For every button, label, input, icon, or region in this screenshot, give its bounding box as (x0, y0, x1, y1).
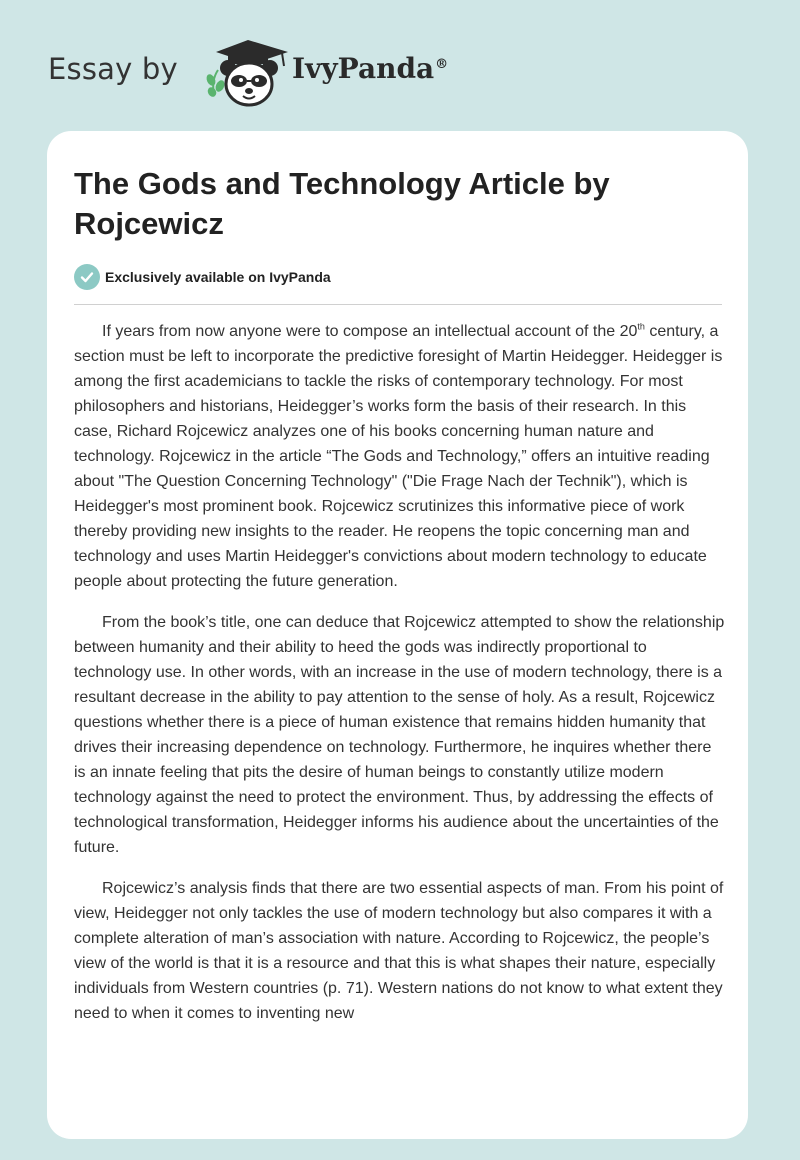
panda-logo-icon[interactable] (200, 36, 292, 108)
brand-name[interactable]: IvyPanda® (292, 52, 449, 85)
exclusive-label: Exclusively available on IvyPanda (105, 269, 331, 285)
brand-prefix: Essay by (48, 52, 178, 86)
paragraph: Rojcewicz’s analysis finds that there are two essential aspects of man. From his point of view, Heidegger not only tackles the use of modern technology but also compares it with a complete alteration of man’s association with nature. According to Rojcewicz, the people’s view of the world is that it is a resource and that this is what shapes their nature, especially individuals from Western countries (p. 71). Western nations do not know to what extent they need to when it comes to inventing new (74, 880, 724, 1022)
paragraph: From the book’s title, one can deduce that Rojcewicz attempted to show the relationship between humanity and their ability to heed the gods was indirectly proportional to technology use. In other words, with an increase in the use of modern technology, there is a resultant decrease in the ability to pay attention to the sense of holy. As a result, Rojcewicz questions whether there is a piece of human existence that remains hidden humanity that drives their increasing dependence on technology. Furthermore, he inquires whether there is an innate feeling that pits the desire of human beings to constantly utilize modern technology against the need to protect the environment. Thus, by addressing the effects of technological transformation, Heidegger informs his audience about the uncertainties of the future. (74, 614, 725, 856)
exclusive-badge (74, 264, 331, 290)
page-title: The Gods and Technology Article by Rojcewicz (74, 166, 610, 241)
site-header (0, 0, 800, 120)
article-card (47, 131, 748, 1139)
paragraph: If years from now anyone were to compose an intellectual account of the 20th century, a section must be left to incorporate the predictive foresight of Martin Heidegger. Heidegger is among the first academicians to tackle the risks of contemporary technology. For most philosophers and historians, Heidegger’s works form the basis of their research. In this case, Richard Rojcewicz analyzes one of his books concerning human nature and technology. Rojcewicz in the article “The Gods and Technology,” offers an intuitive reading about "The Question Concerning Technology" ("Die Frage Nach der Technik"), which is Heidegger's most prominent book. Rojcewicz scrutinizes this informative piece of work thereby providing new insights to the reader. He reopens the topic concerning man and technology and uses Martin Heidegger's convictions about modern technology to educate people about protecting the future generation. (74, 321, 723, 590)
check-icon (74, 264, 100, 290)
article-body (74, 319, 726, 1042)
divider (74, 304, 722, 305)
